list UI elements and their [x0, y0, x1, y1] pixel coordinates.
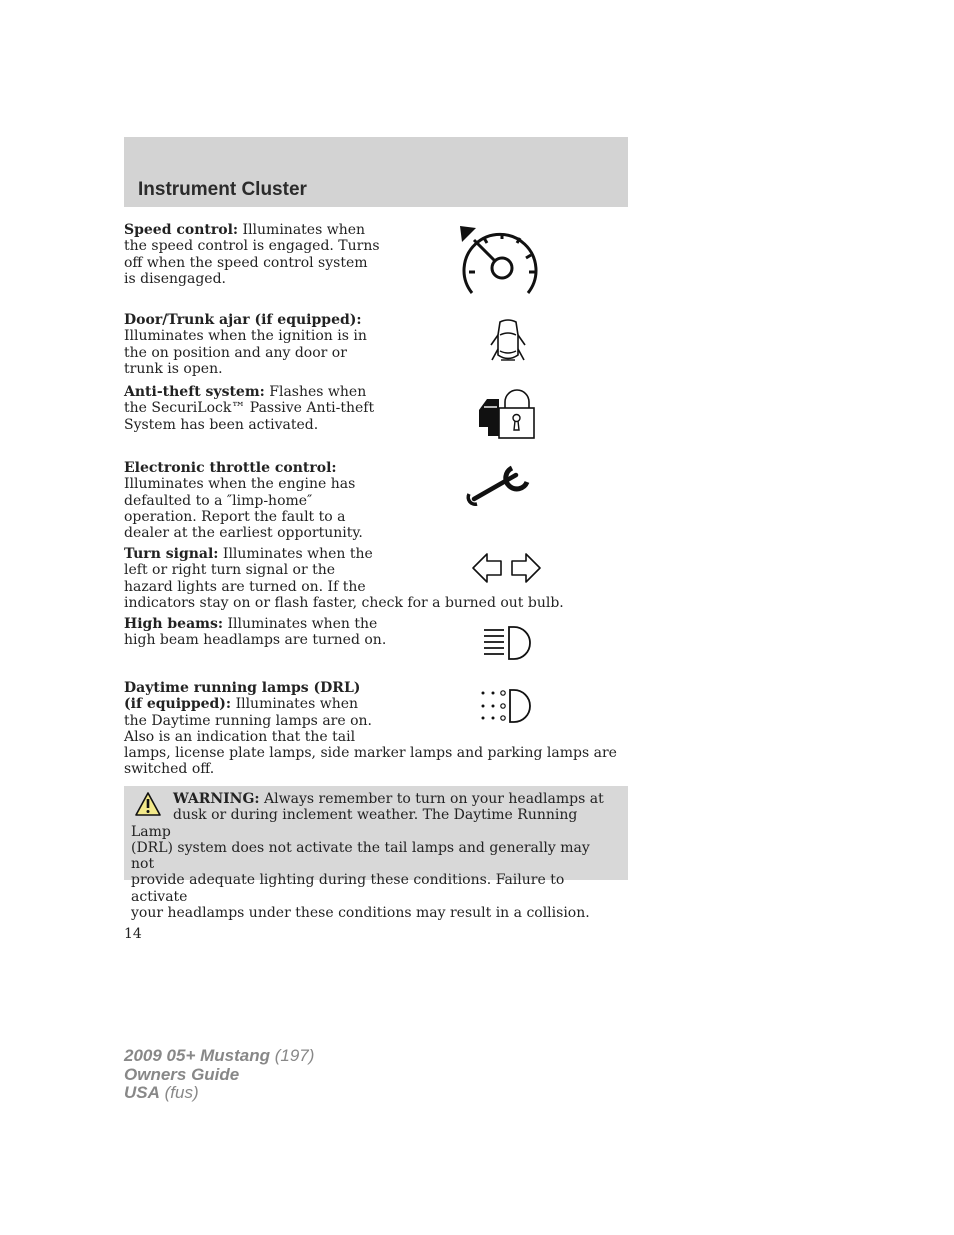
footer-doc-info: 2009 05+ Mustang (197) Owners Guide USA (fus) [124, 1046, 315, 1102]
page-number: 14 [124, 926, 142, 942]
entry-turn-signal: Turn signal: Illuminates when the left or right turn signal or the hazard lights are turned on. If the indicators stay on or flash faster, check for a burned out bulb. [124, 546, 564, 611]
entry-title-cont: (if equipped): [124, 696, 232, 713]
anti-theft-icon [477, 386, 537, 440]
drl-icon [476, 687, 548, 725]
entry-speed-control: Speed control: Illuminates when the speed control is engaged. Turns off when the speed control system is disengaged. [124, 222, 380, 287]
entry-title: Turn signal: [124, 546, 219, 562]
warning-box [124, 786, 628, 922]
warning-text: WARNING: Always remember to turn on your headlamps at dusk or during inclement weather. The Daytime Running Lamp (DRL) system does not activate the tail lamps and generally may not provide adequate lighting during these conditions. Failure to activate your headlamps under these conditions may result in a collision. [131, 791, 604, 922]
entry-anti-theft: Anti-theft system: Flashes when the SecuriLock™ Passive Anti-theft System has been activated. [124, 384, 375, 433]
high-beam-icon [480, 624, 536, 662]
door-ajar-icon [488, 317, 528, 369]
entry-title: Daytime running lamps (DRL) [124, 680, 361, 696]
section-header [124, 137, 628, 207]
entry-door-ajar: Door/Trunk ajar (if equipped): Illuminates when the ignition is in the on position and any door or trunk is open. [124, 312, 367, 377]
wrench-icon [464, 460, 534, 510]
entry-title: Anti-theft system: [124, 384, 265, 400]
entry-title: Electronic throttle control: [124, 460, 337, 476]
entry-high-beams: High beams: Illuminates when the high beam headlamps are turned on. [124, 616, 387, 649]
turn-signal-arrows-icon [470, 551, 544, 585]
entry-drl: Daytime running lamps (DRL) (if equipped): Illuminates when the Daytime running lamps are on. Also is an indication that the tail lamps, license plate lamps, side marker lamps and parking lamps are switched off. [124, 680, 617, 778]
entry-title: Door/Trunk ajar (if equipped): [124, 312, 362, 328]
speed-control-icon [456, 222, 546, 302]
entry-title: Speed control: [124, 222, 239, 238]
section-title: Instrument Cluster [138, 179, 307, 200]
entry-title: High beams: [124, 616, 224, 632]
entry-throttle-control: Electronic throttle control: Illuminates when the engine has defaulted to a ″limp-home″ operation. Report the fault to a dealer at the earliest opportunity. [124, 460, 363, 542]
warning-label: WARNING: [173, 791, 260, 807]
